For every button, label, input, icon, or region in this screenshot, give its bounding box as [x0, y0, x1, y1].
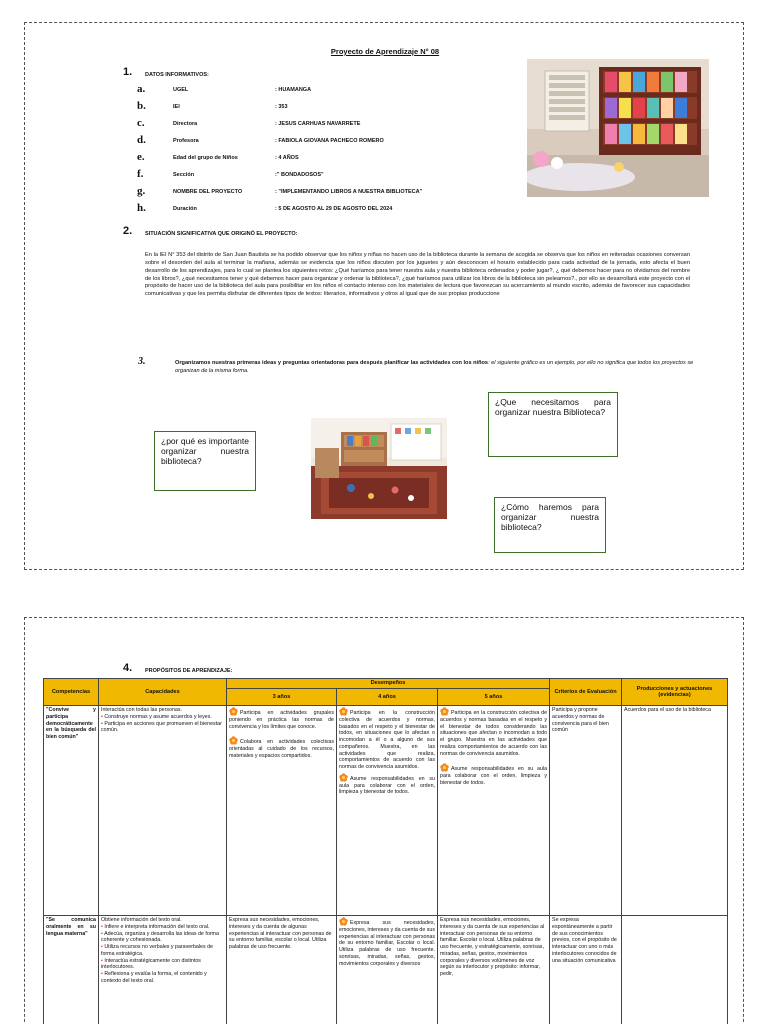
flower-icon	[339, 707, 348, 716]
info-key: Directora	[173, 121, 198, 127]
info-value: : 353	[275, 104, 288, 110]
capacidad-item	[101, 721, 224, 735]
info-row-nombre-proyecto	[137, 185, 557, 199]
info-value: : "IMPLEMENTANDO LIBROS A NUESTRA BIBLIOTECA"	[275, 189, 423, 195]
info-key: UGEL	[173, 87, 189, 93]
desempeno-4-anos	[337, 706, 438, 916]
info-row-edad	[137, 151, 557, 165]
section3-bold-text: Organizamos nuestras primeras ideas y preguntas orientadoras para después planificar las actividades con los niños	[175, 360, 489, 366]
info-letter: h.	[137, 202, 146, 214]
header-desempenos: Desempeños	[227, 679, 550, 689]
capacidad-intro: Obtiene información del texto oral.	[101, 917, 182, 923]
project-title: Proyecto de Aprendizaje N° 08	[330, 47, 440, 56]
competencia-comunica: "Se comunica oralmente en su lengua materna"	[44, 916, 99, 1024]
produccion-evidencia	[622, 916, 728, 1024]
competencia-convive: "Convive y participa democráticamente en la búsqueda del bien común"	[44, 706, 99, 916]
capacidades-cell	[99, 916, 227, 1024]
document-page-1	[24, 22, 744, 570]
section1-number: 1.	[123, 66, 133, 78]
capacidad-item-text: Participa en acciones que promueven el bienestar común.	[101, 720, 222, 734]
desempeno-3-anos	[227, 706, 337, 916]
desempeno-text: Asume responsabilidades en su aula para colaborar con el orden, limpieza y bienestar de todos.	[339, 775, 435, 796]
section4-label: PROPÓSITOS DE APRENDIZAJE:	[145, 668, 233, 674]
info-row-profesora	[137, 134, 557, 148]
header-competencias: Competencias	[44, 679, 99, 706]
info-letter: c.	[137, 117, 145, 129]
produccion-evidencia: Acuerdos para el uso de la biblioteca	[622, 706, 728, 916]
info-key: NOMBRE DEL PROYECTO	[173, 189, 243, 195]
capacidad-intro: Interactúa con todas las personas.	[101, 707, 182, 713]
section4-number: 4.	[123, 662, 133, 674]
info-letter: e.	[137, 151, 145, 163]
info-value: :" BONDADOSOS"	[275, 172, 324, 178]
bullet-icon: ▪	[101, 944, 105, 951]
capacidad-item	[101, 971, 224, 985]
question-box-how: ¿Cómo haremos para organizar nuestra biblioteca?	[494, 497, 606, 553]
header-capacidades: Capacidades	[99, 679, 227, 706]
bullet-icon: ▪	[101, 957, 105, 964]
capacidad-item	[101, 931, 224, 945]
bullet-icon: ▪	[101, 971, 105, 978]
desempeno-text: Participa en la construcción colectiva de acuerdos y normas, basados en el respeto y el bienestar de todos, en situaciones que lo afectan o incomodan a él o a alguno de sus compañeros. Muestra, en las actividades que realiza, comportamientos de acuerdo con las normas de convivencia asumidos.	[339, 710, 435, 771]
flower-icon	[229, 736, 238, 745]
header-5-anos: 5 años	[438, 689, 550, 706]
desempeno-5-anos: Expresa sus necesidades, emociones, intereses y da cuenta de sus experiencias al interactuar con personas de su entorno familiar. Escolar o local. Utiliza palabras de uso frecuente, y estratégicamente, sonrisas, miradas, señas, gestos, movimientos corporales y diversos volúmenes de voz según su interlocutor y propósito: informar, pedir,	[438, 916, 550, 1024]
learning-purposes-table	[43, 678, 728, 1024]
table-row	[44, 706, 728, 916]
bullet-icon: ▪	[101, 720, 105, 727]
bullet-icon: ▪	[101, 713, 105, 720]
info-letter: d.	[137, 134, 146, 146]
capacidad-item-text: Infiere e interpreta información del texto oral.	[104, 923, 210, 930]
document-page-2	[24, 617, 744, 1024]
info-letter: a.	[137, 83, 146, 95]
capacidad-item	[101, 924, 224, 931]
capacidad-item-text: Interactúa estratégicamente con distintos interlocutores.	[101, 957, 201, 971]
info-key: Duración	[173, 206, 197, 212]
info-value: : FABIOLA GIOVANA PACHECO ROMERO	[275, 138, 384, 144]
desempeno-4-anos	[337, 916, 438, 1024]
section1-label: DATOS INFORMATIVOS:	[145, 72, 209, 78]
bullet-icon: ▪	[101, 930, 105, 937]
capacidades-cell	[99, 706, 227, 916]
flower-icon	[229, 707, 238, 716]
desempeno-text: Asume responsabilidades en su aula para colaborar con el orden, limpieza y bienestar de todos.	[440, 766, 548, 786]
flower-icon	[339, 773, 348, 782]
info-value: : 4 AÑOS	[275, 155, 299, 161]
flower-icon	[339, 917, 348, 926]
info-value: : HUAMANGA	[275, 87, 312, 93]
question-box-importance: ¿por qué es importante organizar nuestra biblioteca?	[154, 431, 256, 491]
info-key: IEI	[173, 104, 180, 110]
section3-number: 3.	[138, 356, 146, 367]
info-row-duracion	[137, 202, 557, 216]
capacidad-item	[101, 944, 224, 958]
desempeno-text: Participa en actividades grupales poniendo en práctica las normas de convivencia y los límites que conoce.	[229, 710, 334, 730]
criterio-evaluacion: Se expresa espontáneamente a partir de sus conocimientos previos, con el propósito de interactuar con uno o más interlocutores conocidos de una situación comunicativa	[550, 916, 622, 1024]
capacidad-item	[101, 714, 224, 721]
info-value: : JESUS CARHUAS NAVARRETE	[275, 121, 361, 127]
capacidad-item-text: Adecúa, organiza y desarrolla las ideas de forma coherente y cohesionada.	[101, 930, 219, 944]
header-producciones: Producciones y actuaciones (evidencias)	[622, 679, 728, 706]
desempeno-text: Expresa sus necesidades, emociones, intereses y da cuenta de sus experiencias al interactuar con personas de su entorno familiar, Escolar o local. Utiliza palabras de uso frecuente. sonrisas, miradas, señas, gestos, movimientos corporales y diversos	[339, 920, 435, 967]
header-criterios: Criterios de Evaluación	[550, 679, 622, 706]
capacidad-item-text: Utiliza recursos no verbales y paraverbales de forma estratégica.	[101, 944, 213, 957]
section2-label: SITUACIÓN SIGNIFICATIVA QUE ORIGINÓ EL PROYECTO:	[145, 231, 298, 237]
section3-italic-text: : el siguiente gráfico es un ejemplo, por ello no significa que todos los proyectos se organizan de la misma forma.	[175, 360, 694, 375]
library-photo	[527, 59, 709, 197]
header-4-anos: 4 años	[337, 689, 438, 706]
info-key: Sección	[173, 172, 195, 178]
capacidad-item	[101, 958, 224, 972]
info-key: Edad del grupo de Niños	[173, 155, 238, 161]
info-key: Profesora	[173, 138, 199, 144]
info-row-ugel	[137, 83, 557, 97]
criterio-evaluacion: Participa y propone acuerdos y normas de convivencia para el bien común	[550, 706, 622, 916]
desempeno-5-anos	[438, 706, 550, 916]
info-letter: g.	[137, 185, 146, 197]
bullet-icon: ▪	[101, 923, 105, 930]
info-letter: b.	[137, 100, 146, 112]
question-box-needs: ¿Que necesitamos para organizar nuestra Biblioteca?	[488, 392, 618, 457]
flower-icon	[440, 763, 449, 772]
info-letter: f.	[137, 168, 144, 180]
desempeno-3-anos: Expresa sus necesidades, emociones, intereses y da cuenta de algunas experiencias al interactuar con personas de su entorno familiar, escolar o local. Utiliza palabras de uso frecuente.	[227, 916, 337, 1024]
header-3-anos: 3 años	[227, 689, 337, 706]
flower-icon	[440, 707, 449, 716]
info-row-directora	[137, 117, 557, 131]
situation-paragraph: En la IEI N° 353 del distrito de San Juan Bautista se ha podido observar que los niños y niñas no hacen uso de la biblioteca durante la semana de acogida se observa que los niños en reiteradas ocasiones conversan sobre el desorden del aula al terminar la mañana, además se evidencia que los niños discuten por los juguetes y aún desconocen el horario establecido para cada actividad de la jornada, esto afecta el buen desarrollo de los aprendizajes, para lo cual se plantea los siguientes retos: ¿Qué haríamos para tener nuestra aula y nuestra biblioteca ordenados y poder jugar?, ¿ qué debemos hacer para no olvidarnos del nombre de los libros?, ¿qué necesitamos tener y qué debemos hacer para organizar y ordenar la biblioteca?, ¿qué haríamos para utilizar los libros de la biblioteca sin pelearnos?., por ello se desarrollará este proyecto con el propósito de hacer uso de la biblioteca del aula para posibilitar en los niños el contacto intenso con los materiales de lectura que favorezcan su acercamiento al mundo escrito, además de favorecer sus capacidades comunicativas y que les permita disfrutar de diferentes tipos de textos: literarios, informativos y otros al igual que de sus propias produccione	[145, 252, 690, 298]
section3-text	[175, 359, 695, 376]
section2-number: 2.	[123, 225, 133, 237]
desempeno-text: Participa en la construcción colectiva de acuerdos y normas basadas en el respeto y el bienestar de todos considerando las situaciones que afectan o incomodan a todo el grupo. Muestra en las actividades que realiza comportamientos de acuerdo con las normas de convivencia asumidos.	[440, 710, 548, 757]
info-value: : 5 DE AGOSTO AL 29 DE AGOSTO DEL 2024	[275, 206, 393, 212]
capacidad-item-text: Reflexiona y evalúa la forma, el contenido y contexto del texto oral.	[101, 971, 207, 984]
desempeno-text: Colabora en actividades colectivas orientadas al cuidado de los recursos, materiales y espacios compartidos.	[229, 739, 334, 759]
table-row	[44, 916, 728, 1024]
classroom-photo	[311, 418, 447, 519]
capacidad-item-text: Construye normas y asume acuerdos y leyes.	[104, 713, 212, 720]
info-row-seccion	[137, 168, 557, 182]
info-row-iei	[137, 100, 557, 114]
